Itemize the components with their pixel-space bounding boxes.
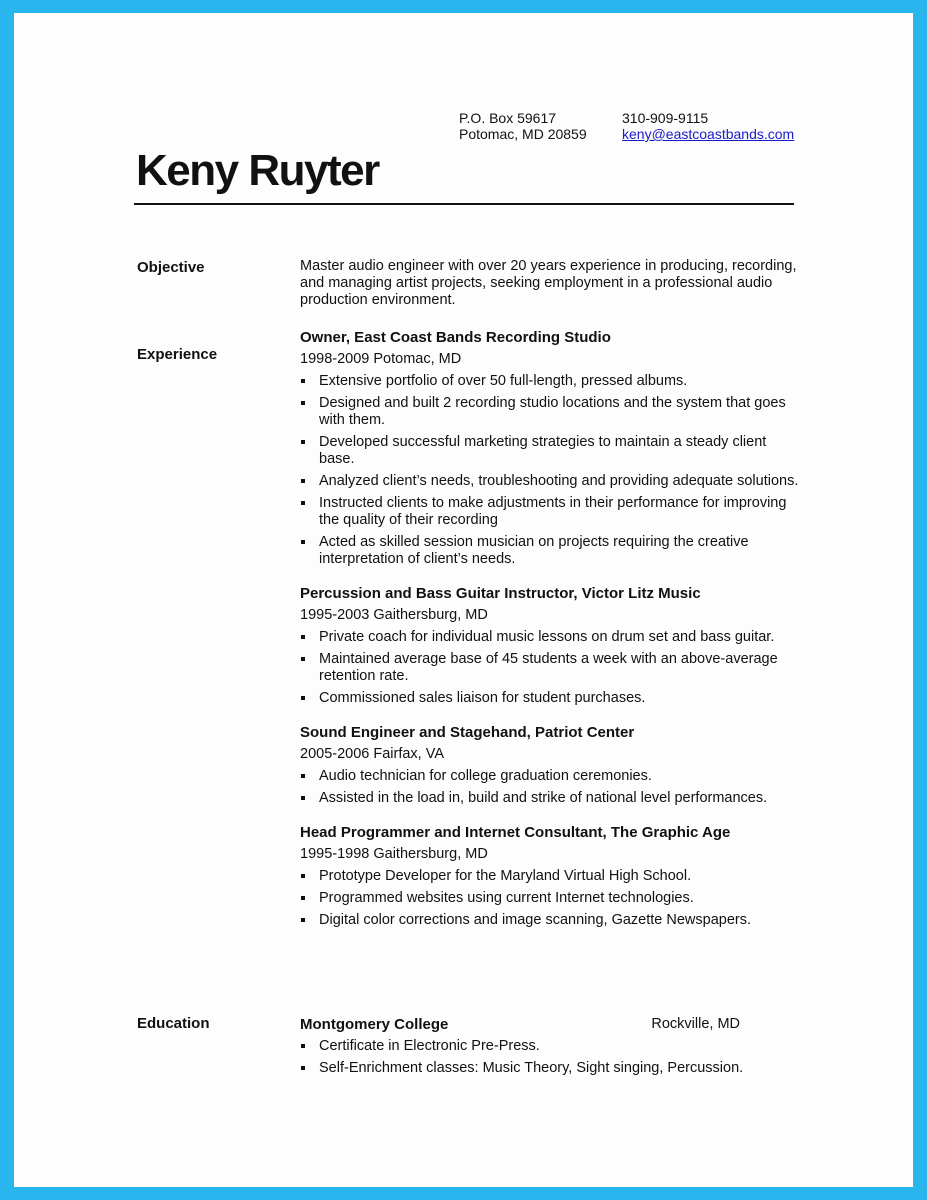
contact-address [459, 110, 587, 142]
job-bullet: Programmed websites using current Internet technologies. [300, 890, 800, 907]
job-bullet: Extensive portfolio of over 50 full-length, pressed albums. [300, 373, 800, 390]
candidate-name: Keny Ruyter [136, 146, 379, 195]
header-divider [134, 203, 794, 205]
phone-number: 310-909-9115 [622, 110, 709, 126]
job-dates-location: 1995-2003 Gaithersburg, MD [300, 607, 488, 623]
job-dates-location: 1998-2009 Potomac, MD [300, 351, 462, 367]
job-bullets [300, 868, 800, 929]
education-bullets [300, 1038, 800, 1077]
job-bullet: Developed successful marketing strategies to maintain a steady client base. [300, 434, 800, 468]
education-bullet: Certificate in Electronic Pre-Press. [300, 1038, 800, 1055]
job-entry [300, 329, 800, 568]
job-bullet: Private coach for individual music lessons on drum set and bass guitar. [300, 629, 800, 646]
objective-section [300, 258, 800, 309]
job-title: Sound Engineer and Stagehand, Patriot Center [300, 724, 635, 741]
job-bullet: Commissioned sales liaison for student purchases. [300, 690, 800, 707]
job-bullet: Acted as skilled session musician on projects requiring the creative interpretation of client’s needs. [300, 534, 800, 568]
job-entry [300, 724, 800, 807]
objective-text: Master audio engineer with over 20 years experience in producing, recording, and managing artist projects, seeking employment in a professional audio production environment. [300, 258, 797, 308]
job-bullets [300, 768, 800, 807]
education-header [300, 1016, 740, 1033]
contact-phone-email [622, 110, 794, 142]
job-bullet: Analyzed client’s needs, troubleshooting and providing adequate solutions. [300, 473, 800, 490]
experience-section [300, 329, 800, 946]
education-bullet: Self-Enrichment classes: Music Theory, Sight singing, Percussion. [300, 1060, 800, 1077]
email-link[interactable]: keny@eastcoastbands.com [622, 126, 795, 142]
job-bullets [300, 629, 800, 707]
education-label: Education [137, 1015, 210, 1032]
job-dates-location: 1995-1998 Gaithersburg, MD [300, 846, 488, 862]
job-entry [300, 824, 800, 929]
address-line-2: Potomac, MD 20859 [459, 126, 587, 142]
address-line-1: P.O. Box 59617 [459, 110, 557, 126]
job-bullet: Instructed clients to make adjustments in their performance for improving the quality of their recording [300, 495, 800, 529]
job-title: Owner, East Coast Bands Recording Studio [300, 329, 611, 346]
job-bullets [300, 373, 800, 568]
job-bullet: Designed and built 2 recording studio locations and the system that goes with them. [300, 395, 800, 429]
job-title: Head Programmer and Internet Consultant, The Graphic Age [300, 824, 731, 841]
job-title: Percussion and Bass Guitar Instructor, Victor Litz Music [300, 585, 701, 602]
job-bullet: Prototype Developer for the Maryland Virtual High School. [300, 868, 800, 885]
experience-label: Experience [137, 346, 218, 363]
education-section [300, 1016, 800, 1082]
school-location: Rockville, MD [651, 1016, 740, 1032]
job-dates-location: 2005-2006 Fairfax, VA [300, 746, 445, 762]
job-entry [300, 585, 800, 707]
job-bullet: Assisted in the load in, build and strike of national level performances. [300, 790, 800, 807]
job-bullet: Maintained average base of 45 students a week with an above-average retention rate. [300, 651, 800, 685]
resume-page [14, 13, 913, 1187]
job-bullet: Digital color corrections and image scanning, Gazette Newspapers. [300, 912, 800, 929]
school-name: Montgomery College [300, 1016, 449, 1033]
objective-label: Objective [137, 259, 205, 276]
job-bullet: Audio technician for college graduation ceremonies. [300, 768, 800, 785]
